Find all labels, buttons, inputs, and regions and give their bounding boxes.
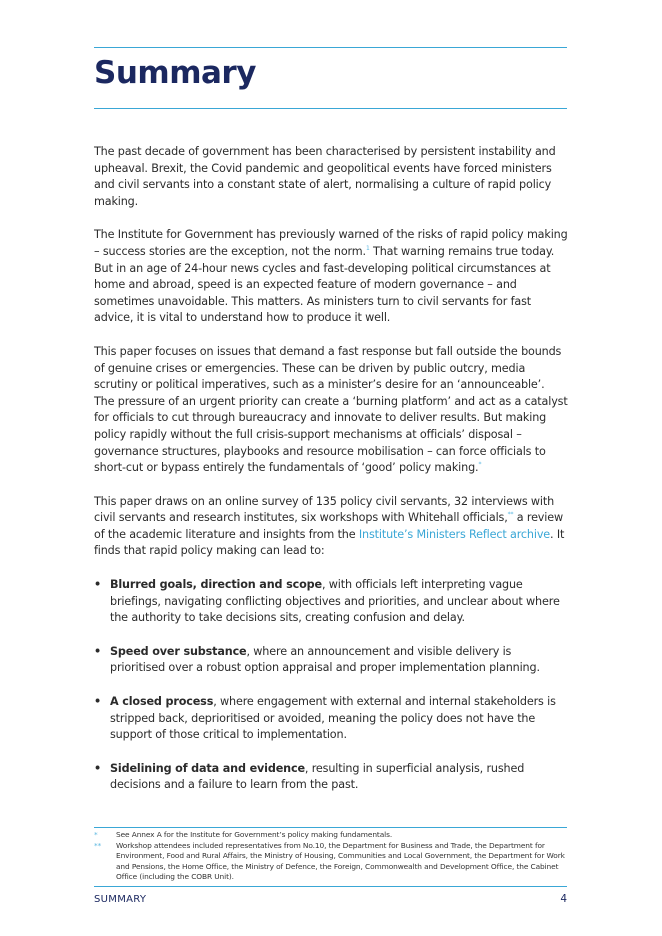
footnote-mark: * — [94, 830, 98, 839]
bullet-icon: • — [94, 644, 102, 658]
footnotes — [94, 830, 568, 883]
footer-rule — [94, 886, 567, 887]
main-body — [94, 144, 568, 811]
paragraph-intro: The past decade of government has been characterised by persistent instability and upheaval. Brexit, the Covid pandemic and geopolitical events have forced ministers and civil servants into a constant state of alert, normalising a culture of rapid policy making. — [94, 145, 556, 208]
list-item: • Sidelining of data and evidence, resulting in superficial analysis, rushed decisions and a failure to learn from the past. — [94, 761, 525, 792]
bullet-icon: • — [94, 761, 102, 775]
list-item: • A closed process, where engagement with external and internal stakeholders is stripped back, deprioritised or avoided, meaning the policy does not have the support of those critical to implementation. — [94, 695, 556, 742]
footnote: ** Workshop attendees included representatives from No.10, the Department for Business and Trade, the Department for Environment, Food and Rural Affairs, the Ministry of Housing, Communities and Local Government, the Department for Work and Pensions, the Home Office, the Ministry of Defence, the Foreign, Commonwealth and Development Office, the Cabinet Office (including the COBR Unit). — [94, 840, 565, 882]
paragraph-focus: This paper focuses on issues that demand a fast response but fall outside the bounds of genuine crises or emergencies. These can be driven by public outcry, media scrutiny or political imperatives, such as a minister’s desire for an ‘announceable’. The pressure of an urgent priority can create a ‘burning platform’ and act as a catalyst for officials to cut through bureaucracy and innovate to deliver results. But making policy rapidly without the full crisis-support mechanisms at officials’ disposal – governance structures, playbooks and resource mobilisation – can force officials to short-cut or bypass entirely the fundamentals of ‘good’ policy making.* — [94, 344, 568, 475]
page-number: 4 — [560, 893, 567, 905]
top-rule — [94, 47, 567, 48]
page-title: Summary — [94, 55, 256, 91]
footnote-mark: ** — [94, 840, 102, 850]
footnote-ref-star[interactable]: * — [478, 461, 482, 469]
title-underline-rule — [94, 108, 567, 109]
bullet-icon: • — [94, 695, 102, 709]
paragraph-warning: The Institute for Government has previously warned of the risks of rapid policy making – success stories are the exception, not the norm.$^1$ That warning remains true today. But in an age of 24-hour news cycles and fast-developing political circumstances at home and abroad, speed is an expected feature of modern governance – and sometimes unavoidable. This matters. As ministers turn to civil servants for fast advice, it is vital to understand how to produce it well. — [94, 228, 568, 325]
footnote-ref-1[interactable]: 1 — [365, 244, 370, 252]
footer-section-label: SUMMARY — [94, 894, 147, 905]
footnotes-top-rule — [94, 827, 567, 828]
footnote: * See Annex A for the Institute for Government’s policy making fundamentals. — [94, 830, 393, 839]
bullet-icon: • — [94, 578, 102, 592]
paragraph-method: This paper draws on an online survey of 135 policy civil servants, 32 interviews with civil servants and research institutes, six workshops with Whitehall officials,** a review of the academic literature and insights from the Institute’s Ministers Reflect archive. It finds that rapid policy making can lead to: — [94, 494, 565, 558]
ministers-reflect-link[interactable]: Institute’s Ministers Reflect archive — [358, 527, 551, 541]
list-item: • Speed over substance, where an announcement and visible delivery is prioritised over a robust option appraisal and proper implementation planning. — [94, 644, 540, 675]
findings-list — [94, 577, 568, 794]
footnote-ref-double-star[interactable]: ** — [507, 511, 514, 519]
list-item: • Blurred goals, direction and scope, with officials left interpreting vague briefings, navigating conflicting objectives and priorities, and unclear about where the authority to take decisions sits, creating confusion and delay. — [94, 578, 560, 625]
